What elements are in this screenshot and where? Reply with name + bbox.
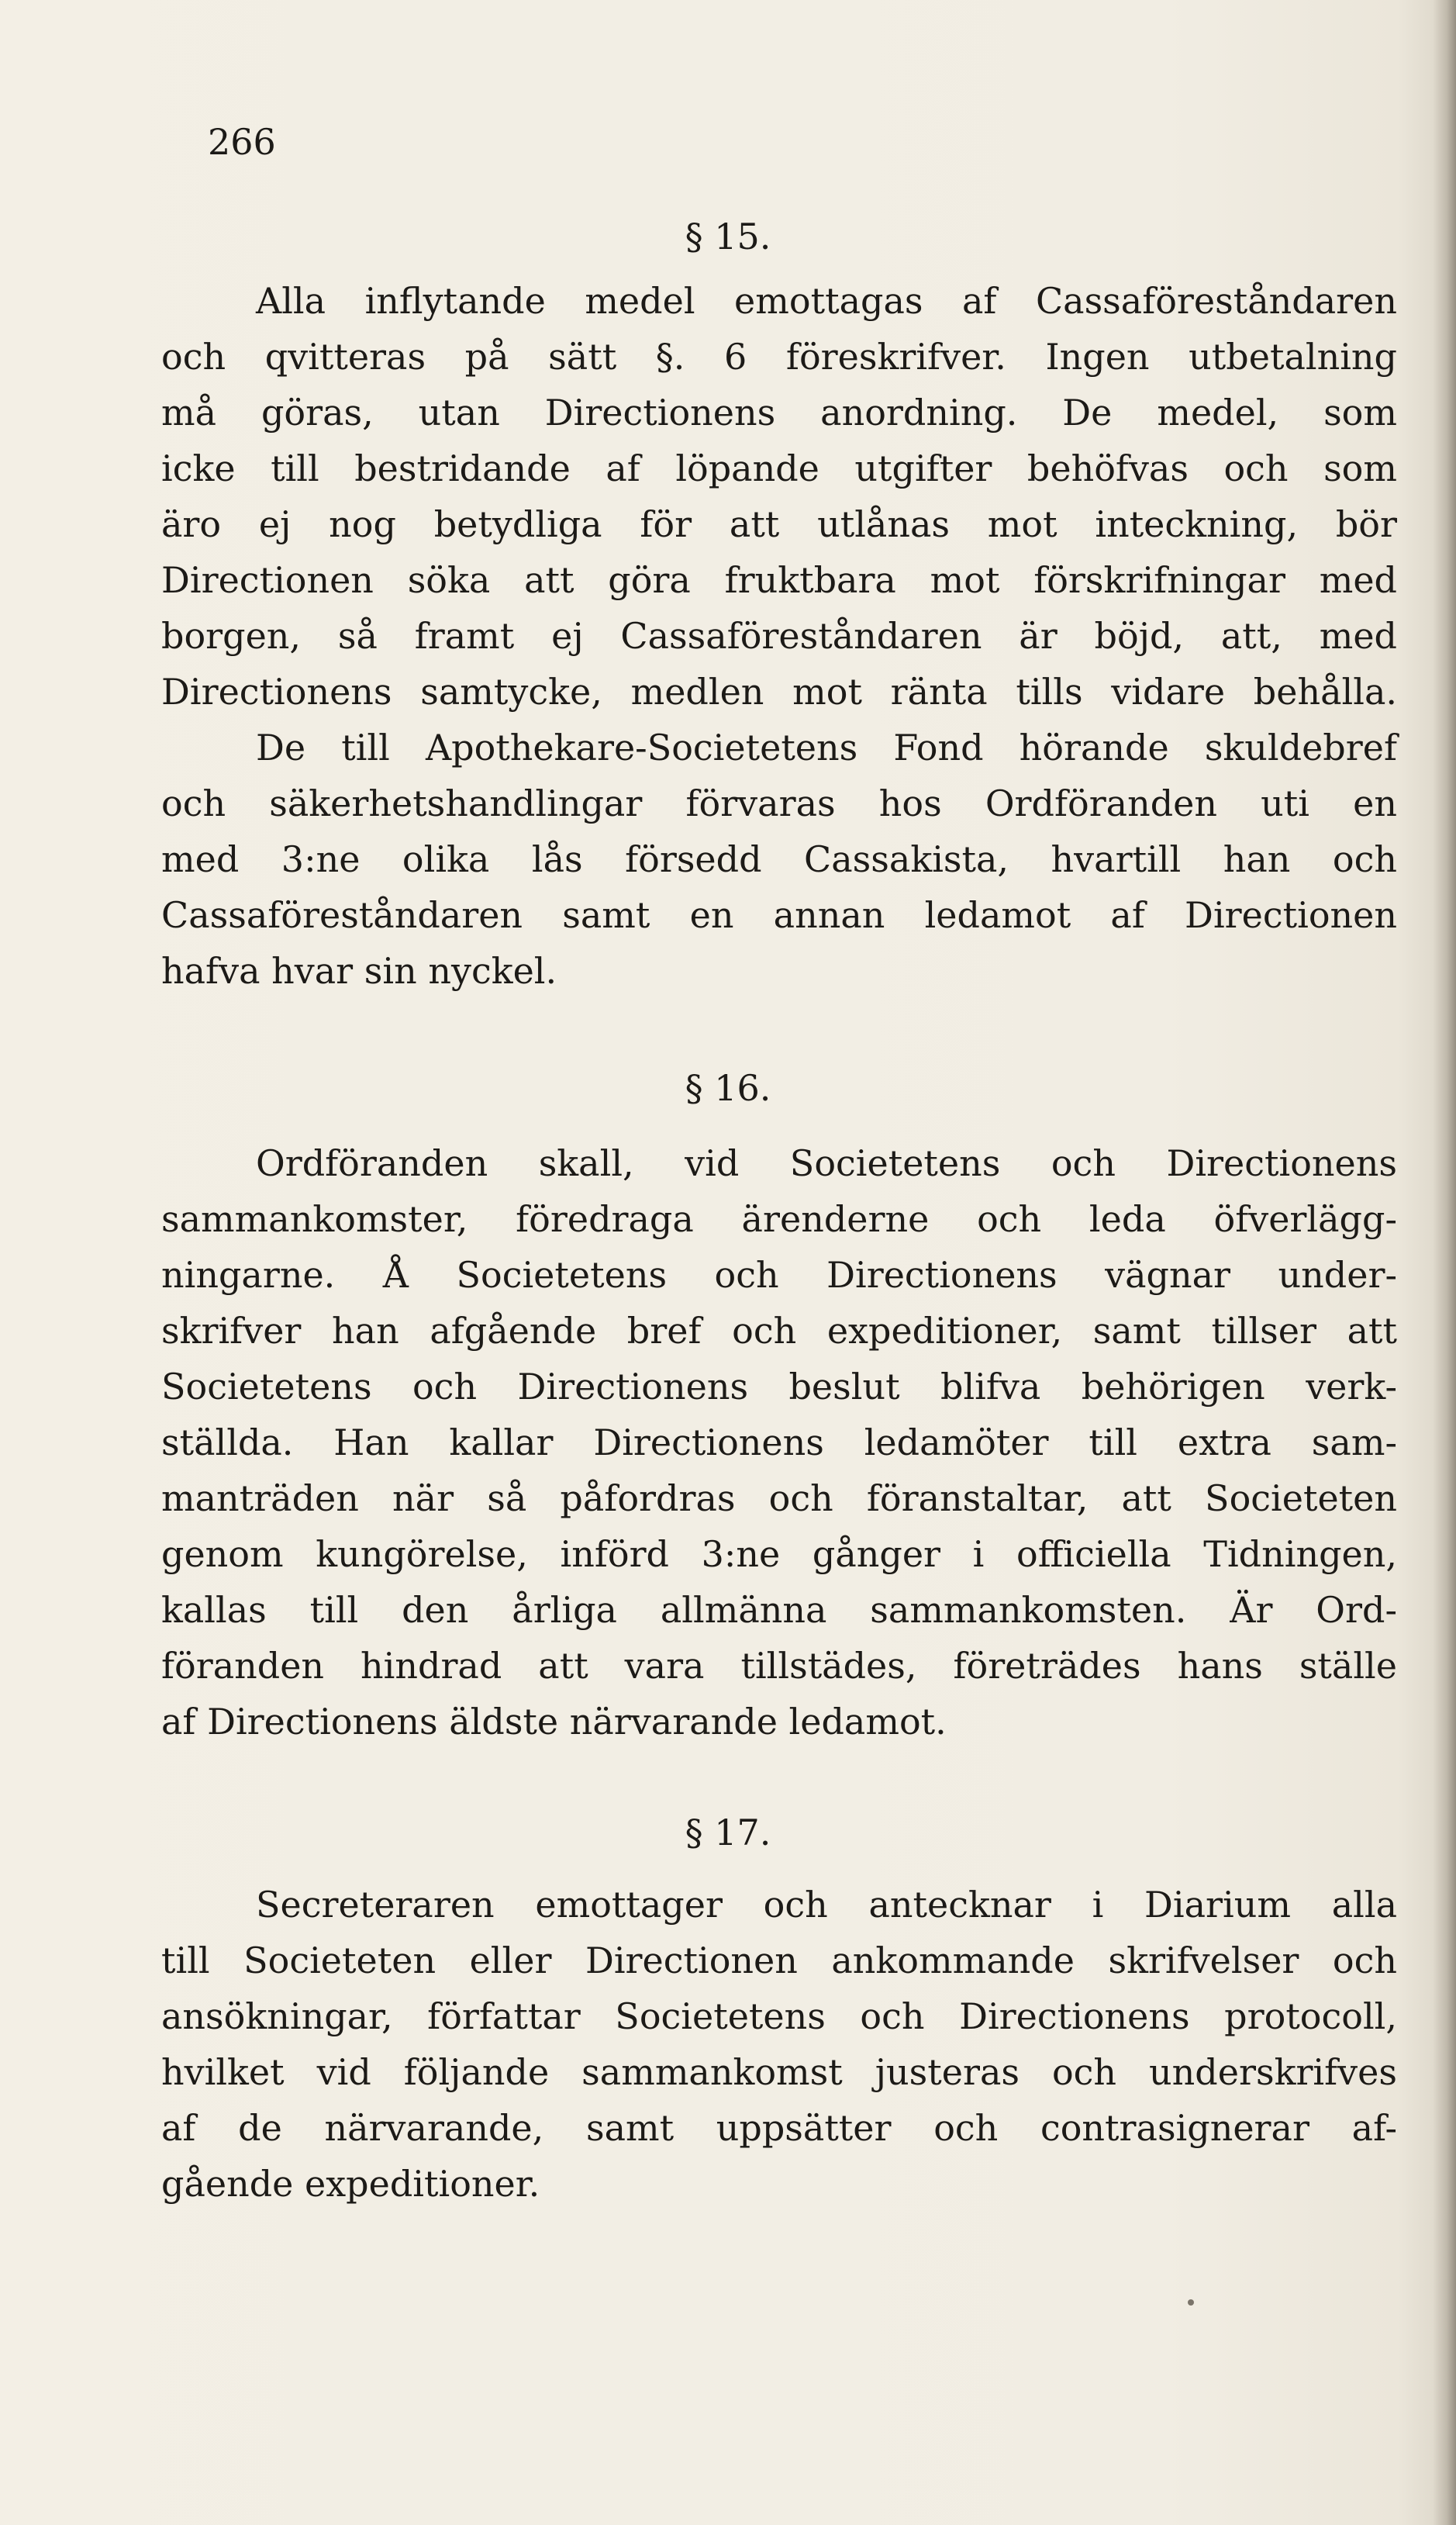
text-line: hvilket vid följande sammankomst justeras och underskrifves bbox=[161, 2051, 1397, 2093]
text-line: manträden när så påfordras och föranstaltar, att Societeten bbox=[161, 1477, 1397, 1519]
text-line: och qvitteras på sätt §. 6 föreskrifver. Ingen utbetalning bbox=[161, 336, 1397, 378]
text-line: ningarne. Å Societetens och Directionens vägnar under- bbox=[161, 1254, 1397, 1296]
section-15-paragraph bbox=[161, 273, 1397, 999]
text-line: Societetens och Directionens beslut blifva behörigen verk- bbox=[161, 1366, 1397, 1408]
text-line: Ordföranden skall, vid Societetens och Directionens bbox=[256, 1142, 1397, 1184]
text-line: gående expeditioner. bbox=[161, 2163, 540, 2205]
text-line: Alla inflytande medel emottagas af Cassaföreståndaren bbox=[256, 280, 1397, 322]
text-line: må göras, utan Directionens anordning. De medel, som bbox=[161, 392, 1397, 433]
text-line: Directionen söka att göra fruktbara mot förskrifningar med bbox=[161, 559, 1397, 601]
text-line: och säkerhetshandlingar förvaras hos Ordföranden uti en bbox=[161, 782, 1397, 824]
text-line: skrifver han afgående bref och expeditioner, samt tillser att bbox=[161, 1310, 1397, 1352]
text-line: kallas till den årliga allmänna sammankomsten. Är Ord- bbox=[161, 1589, 1397, 1631]
text-line: af de närvarande, samt uppsätter och contrasignerar af- bbox=[161, 2107, 1397, 2149]
ink-speck bbox=[1188, 2299, 1194, 2306]
text-line: till Societeten eller Directionen ankommande skrifvelser och bbox=[161, 1940, 1397, 1981]
text-line: borgen, så framt ej Cassaföreståndaren är böjd, att, med bbox=[161, 615, 1397, 657]
page-number: 266 bbox=[208, 121, 276, 163]
text-line: hafva hvar sin nyckel. bbox=[161, 950, 557, 992]
page-edge-shadow bbox=[1433, 0, 1456, 2525]
section-17-heading: § 17. bbox=[685, 1812, 771, 1853]
text-line: De till Apothekare-Societetens Fond hörande skuldebref bbox=[256, 727, 1397, 769]
section-17-paragraph bbox=[161, 1877, 1397, 2212]
text-line: ställda. Han kallar Directionens ledamöter till extra sam- bbox=[161, 1421, 1397, 1463]
text-line: icke till bestridande af löpande utgifter behöfvas och som bbox=[161, 447, 1397, 489]
section-16-heading: § 16. bbox=[685, 1067, 771, 1109]
text-line: af Directionens äldste närvarande ledamot. bbox=[161, 1701, 947, 1743]
section-15-heading: § 15. bbox=[685, 216, 771, 257]
text-line: ansökningar, författar Societetens och Directionens protocoll, bbox=[161, 1995, 1397, 2037]
text-line: med 3:ne olika lås försedd Cassakista, hvartill han och bbox=[161, 838, 1397, 880]
text-line: sammankomster, föredraga ärenderne och leda öfverlägg- bbox=[161, 1198, 1397, 1240]
text-line: Secreteraren emottager och antecknar i Diarium alla bbox=[256, 1884, 1397, 1926]
text-line: Cassaföreståndaren samt en annan ledamot af Directionen bbox=[161, 894, 1397, 936]
text-line: Directionens samtycke, medlen mot ränta tills vidare behålla. bbox=[161, 671, 1397, 713]
text-line: genom kungörelse, införd 3:ne gånger i officiella Tidningen, bbox=[161, 1533, 1397, 1575]
text-line: äro ej nog betydliga för att utlånas mot inteckning, bör bbox=[161, 503, 1397, 545]
text-line: föranden hindrad att vara tillstädes, företrädes hans ställe bbox=[161, 1645, 1397, 1687]
section-16-paragraph bbox=[161, 1135, 1397, 1750]
